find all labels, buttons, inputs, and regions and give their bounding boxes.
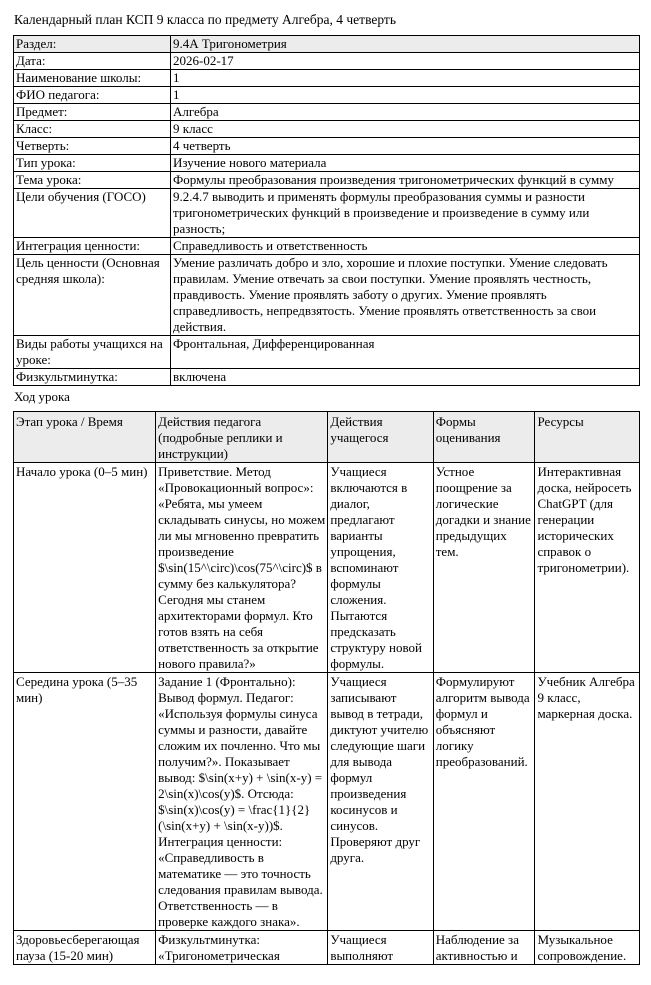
info-label: Четверть: (14, 138, 171, 155)
info-row-date (14, 53, 640, 70)
resources-cell: Интерактивная доска, нейросеть ChatGPT (для генерации исторических справок о тригонометрии). (535, 463, 640, 673)
info-row-subject (14, 104, 640, 121)
info-value: Справедливость и ответственность (171, 238, 640, 255)
info-value: 2026-02-17 (171, 53, 640, 70)
student-actions-cell: Учащиеся выполняют (328, 931, 433, 965)
info-value: 4 четверть (171, 138, 640, 155)
teacher-actions-cell: Физкультминутка: «Тригонометрическая (156, 931, 328, 965)
info-row-topic (14, 172, 640, 189)
flow-row (14, 463, 640, 673)
info-value: Алгебра (171, 104, 640, 121)
info-value: 1 (171, 87, 640, 104)
student-actions-cell: Учащиеся записывают вывод в тетради, диктуют учителю следующие шаги для вывода формул произведения косинусов и синусов. Проверяют друг друга. (328, 673, 433, 931)
info-row-quarter (14, 138, 640, 155)
resources-cell: Музыкальное сопровождение. (535, 931, 640, 965)
header-resources: Ресурсы (535, 412, 640, 463)
flow-row (14, 931, 640, 965)
info-value: Фронтальная, Дифференцированная (171, 336, 640, 369)
stage-cell: Начало урока (0–5 мин) (14, 463, 156, 673)
teacher-actions-cell: Приветствие. Метод «Провокационный вопрос»: «Ребята, мы умеем складывать синусы, но можем ли мы мгновенно превратить произведение $\sin(15^\circ)\cos(75^\circ)$ в сумму без калькулятора? Сегодня мы станем архитекторами формул. Кто готов взять на себя ответственность за открытие нового правила?» (156, 463, 328, 673)
info-row-section (14, 36, 640, 53)
info-value: включена (171, 369, 640, 386)
assessment-cell: Наблюдение за активностью и (433, 931, 535, 965)
assessment-cell: Формулируют алгоритм вывода формул и объясняют логику преобразований. (433, 673, 535, 931)
info-value: Умение различать добро и зло, хорошие и плохие поступки. Умение следовать правилам. Умение отвечать за свои поступки. Умение проявлять честность, правдивость. Умение проявлять заботу о других. Умение проявлять справедливость, непредвзятость. Умение проявлять ответственность за свои действия. (171, 255, 640, 336)
info-label: Раздел: (14, 36, 171, 53)
flow-header-row (14, 412, 640, 463)
info-value: 9.2.4.7 выводить и применять формулы преобразования суммы и разности тригонометрических функций в произведение и произведение в сумму или разность; (171, 189, 640, 238)
info-row-work-types (14, 336, 640, 369)
header-stage: Этап урока / Время (14, 412, 156, 463)
stage-cell: Середина урока (5–35 мин) (14, 673, 156, 931)
info-value: 9 класс (171, 121, 640, 138)
info-value: Изучение нового материала (171, 155, 640, 172)
info-row-exercise-break (14, 369, 640, 386)
info-label: Тип урока: (14, 155, 171, 172)
info-row-lesson-type (14, 155, 640, 172)
info-label: Класс: (14, 121, 171, 138)
info-label: Предмет: (14, 104, 171, 121)
info-label: Наименование школы: (14, 70, 171, 87)
header-student-actions: Действия учащегося (328, 412, 433, 463)
stage-cell: Здоровьесберегающая пауза (15-20 мин) (14, 931, 156, 965)
document-title: Календарный план КСП 9 класса по предмету Алгебра, 4 четверть (14, 12, 396, 27)
info-label: Цель ценности (Основная средняя школа): (14, 255, 171, 336)
info-label: Тема урока: (14, 172, 171, 189)
info-label: ФИО педагога: (14, 87, 171, 104)
info-label: Виды работы учащихся на уроке: (14, 336, 171, 369)
info-label: Физкультминутка: (14, 369, 171, 386)
teacher-actions-cell: Задание 1 (Фронтально): Вывод формул. Педагог: «Используя формулы синуса суммы и разности, давайте сложим их почленно. Что мы получим?». Показывает вывод: $\sin(x+y) + \sin(x-y) = 2\sin(x)\cos(y)$. Отсюда: $\sin(x)\cos(y) = \frac{1}{2}(\sin(x+y) + \sin(x-y))$. Интеграция ценности: «Справедливость в математике — это точность следования правилам вывода. Ответственность — в проверке каждого знака». (156, 673, 328, 931)
info-value: Формулы преобразования произведения тригонометрических функций в сумму (171, 172, 640, 189)
section-heading: Ход урока (14, 389, 70, 404)
info-row-teacher (14, 87, 640, 104)
info-label: Цели обучения (ГОСО) (14, 189, 171, 238)
info-label: Дата: (14, 53, 171, 70)
info-row-goals (14, 189, 640, 238)
info-label: Интеграция ценности: (14, 238, 171, 255)
assessment-cell: Устное поощрение за логические догадки и знание предыдущих тем. (433, 463, 535, 673)
info-row-value-integration (14, 238, 640, 255)
student-actions-cell: Учащиеся включаются в диалог, предлагают варианты упрощения, вспоминают формулы сложения. Пытаются предсказать структуру новой формулы. (328, 463, 433, 673)
info-value: 1 (171, 70, 640, 87)
info-row-class (14, 121, 640, 138)
lesson-info-table (13, 35, 640, 386)
resources-cell: Учебник Алгебра 9 класс, маркерная доска. (535, 673, 640, 931)
lesson-flow-table (13, 411, 640, 965)
info-row-value-goal (14, 255, 640, 336)
info-row-school (14, 70, 640, 87)
flow-row (14, 673, 640, 931)
header-teacher-actions: Действия педагога (подробные реплики и инструкции) (156, 412, 328, 463)
info-value: 9.4А Тригонометрия (171, 36, 640, 53)
header-assessment: Формы оценивания (433, 412, 535, 463)
